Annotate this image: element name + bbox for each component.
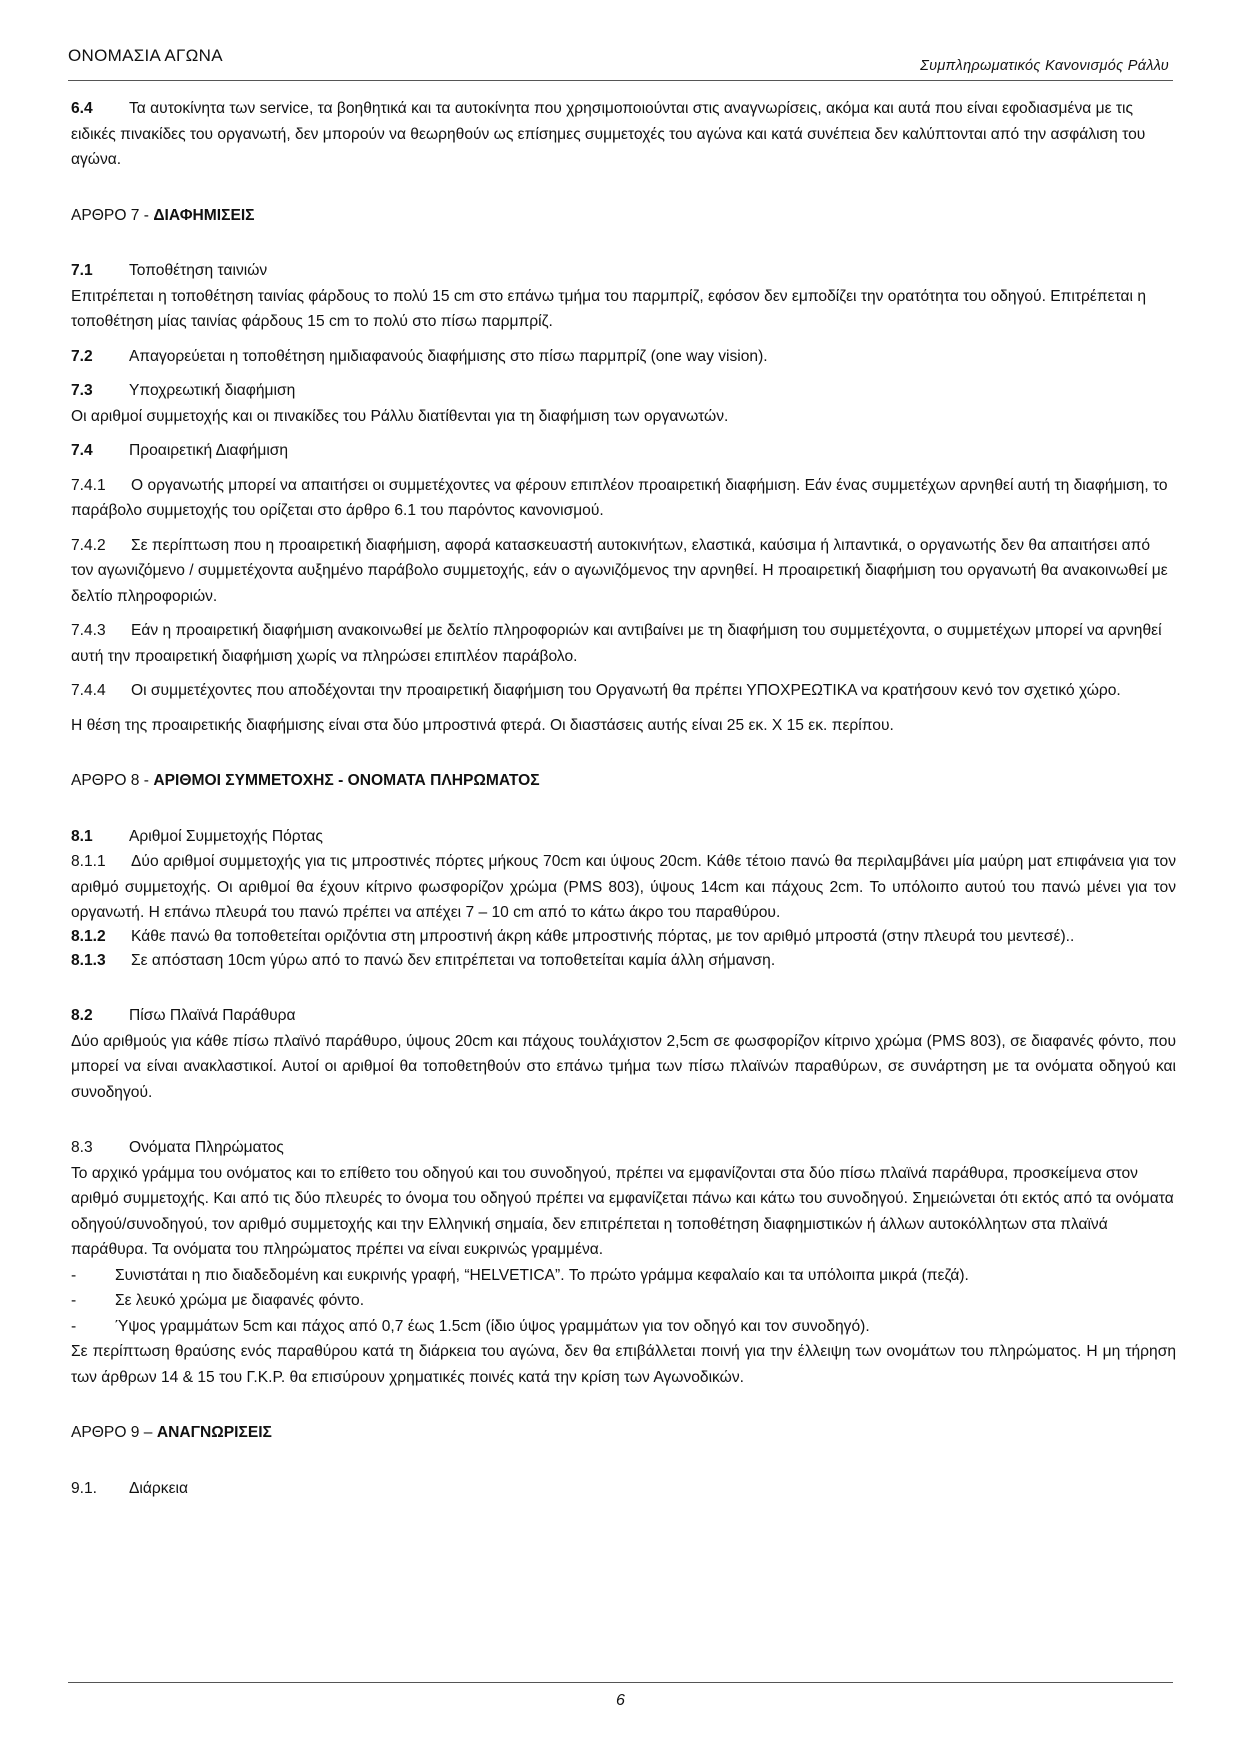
section-8-1-3 bbox=[71, 948, 1176, 974]
document-body bbox=[71, 96, 1176, 1501]
section-number: 7.4.2 bbox=[71, 536, 106, 554]
section-text: Ο οργανωτής μπορεί να απαιτήσει οι συμμετέχοντες να φέρουν επιπλέον προαιρετική διαφήμιση. Εάν ένας συμμετέχων αρνηθεί αυτή τη διαφήμιση, το παράβολο συμμετοχής του ορίζεται στο άρθρο 6.1 του παρόντος κανονισμού. bbox=[71, 476, 1168, 519]
section-7-2 bbox=[71, 344, 1176, 370]
section-8-1-1 bbox=[71, 849, 1176, 926]
section-9-1-heading bbox=[71, 1476, 1176, 1502]
document-title: Συμπληρωματικός Κανονισμός Ράλλυ bbox=[920, 58, 1169, 74]
crew-name-rules-list bbox=[71, 1263, 1176, 1340]
section-text: Τα αυτοκίνητα των service, τα βοηθητικά και τα αυτοκίνητα που χρησιμοποιούνται στις αναγνωρίσεις, ακόμα και αυτά που είναι εφοδιασμένα με τις ειδικές πινακίδες του οργανωτή, δεν μπορούν να θεωρηθούν ως επίσημες συμμετοχές του αγώνα και κατά συνέπεια δεν καλύπτονται από την ασφάλιση του αγώνα. bbox=[71, 100, 1146, 168]
section-number: 7.4.1 bbox=[71, 476, 106, 494]
list-item bbox=[71, 1263, 1176, 1289]
section-text: Απαγορεύεται η τοποθέτηση ημιδιαφανούς διαφήμισης στο πίσω παρμπρίζ (one way vision). bbox=[129, 347, 768, 365]
list-dash: - bbox=[71, 1292, 77, 1309]
section-text: Δύο αριθμοί συμμετοχής για τις μπροστινές πόρτες μήκους 70cm και ύψους 20cm. Κάθε τέτοιο πανώ θα περιλαμβάνει μία μαύρη ματ επιφάνεια για τον αριθμό συμμετοχής. Οι αριθμοί θα έχουν κίτρινο φωσφορίζον χρώμα (PMS 803), ύψους 14cm και πάχους 2cm. Το υπόλοιπο αυτού του πανώ μένει για τον οργανωτή. Η επάνω πλευρά του πανώ πρέπει να απέχει 7 – 10 cm από το κάτω άκρο του παραθύρου. bbox=[71, 853, 1176, 921]
section-7-4-1 bbox=[71, 473, 1176, 524]
section-number: 7.4.3 bbox=[71, 622, 106, 639]
article-prefix: ΑΡΘΡΟ 9 – bbox=[71, 1424, 157, 1441]
article-prefix: ΑΡΘΡΟ 8 - bbox=[71, 772, 154, 789]
list-item bbox=[71, 1288, 1176, 1314]
section-title: Τοποθέτηση ταινιών bbox=[129, 262, 268, 279]
article-title: ΑΝΑΓΝΩΡΙΣΕΙΣ bbox=[156, 1424, 272, 1441]
advertising-position: Η θέση της προαιρετικής διαφήμισης είναι στα δύο μπροστινά φτερά. Οι διαστάσεις αυτής είναι 25 εκ. Χ 15 εκ. περίπου. bbox=[71, 716, 894, 734]
section-number: 9.1. bbox=[71, 1479, 98, 1497]
section-text: Εάν η προαιρετική διαφήμιση ανακοινωθεί με δελτίο πληροφοριών και αντιβαίνει με τη διαφήμιση του συμμετέχοντα, ο συμμετέχων μπορεί να αρνηθεί αυτή την προαιρετική διαφήμιση χωρίς να πληρώσει επιπλέον παράβολο. bbox=[71, 622, 1162, 665]
section-number: 7.3 bbox=[71, 382, 93, 399]
section-title: Διάρκεια bbox=[129, 1479, 188, 1497]
section-6-4 bbox=[71, 96, 1176, 173]
event-name: ΟΝΟΜΑΣΙΑ ΑΓΩΝΑ bbox=[68, 46, 223, 65]
section-title: Ονόματα Πληρώματος bbox=[129, 1139, 284, 1156]
section-8-3-heading bbox=[71, 1135, 1176, 1161]
section-text: Κάθε πανώ θα τοποθετείται οριζόντια στη μπροστινή άκρη κάθε μπροστινής πόρτας, με τον αριθμό μπροστά (στην πλευρά του μεντεσέ).. bbox=[131, 927, 1075, 945]
section-text: Σε περίπτωση που η προαιρετική διαφήμιση, αφορά κατασκευαστή αυτοκινήτων, ελαστικά, καύσιμα ή λιπαντικά, ο οργανωτής δεν θα απαιτήσει από τον αγωνιζόμενο / συμμετέχοντα αυξημένο παράβολο συμμετοχής, εάν ο αγωνιζόμενος την αρνηθεί. Η προαιρετική διαφήμιση του οργανωτή θα ανακοινωθεί με δελτίο πληροφοριών. bbox=[71, 536, 1168, 605]
section-7-4-3 bbox=[71, 618, 1176, 669]
section-number: 8.1.2 bbox=[71, 927, 106, 945]
list-item-text: Ύψος γραμμάτων 5cm και πάχος από 0,7 έως 1.5cm (ίδιο ύψος γραμμάτων για τον οδηγό και τον συνοδηγό). bbox=[115, 1317, 870, 1335]
section-number: 8.1.3 bbox=[71, 951, 106, 969]
list-dash: - bbox=[71, 1266, 77, 1284]
section-7-4-2 bbox=[71, 533, 1176, 610]
page-header bbox=[68, 44, 1173, 81]
section-7-4-4 bbox=[71, 678, 1176, 704]
section-number: 7.4.4 bbox=[71, 682, 106, 699]
article-7-heading bbox=[71, 203, 1176, 229]
section-text: Οι συμμετέχοντες που αποδέχονται την προαιρετική διαφήμιση του Οργανωτή θα πρέπει ΥΠΟΧΡΕΩΤΙΚΑ να κρατήσουν κενό τον σχετικό χώρο. bbox=[131, 682, 1121, 699]
section-number: 8.1 bbox=[71, 827, 93, 845]
section-number: 7.1 bbox=[71, 262, 93, 279]
list-item-text: Σε λευκό χρώμα με διαφανές φόντο. bbox=[115, 1292, 365, 1309]
list-item-text: Συνιστάται η πιο διαδεδομένη και ευκρινής γραφή, “HELVETICA”. Το πρώτο γράμμα κεφαλαίο και τα υπόλοιπα μικρά (πεζά). bbox=[115, 1266, 969, 1284]
section-text: Σε απόσταση 10cm γύρω από το πανώ δεν επιτρέπεται να τοποθετείται καμία άλλη σήμανση. bbox=[131, 951, 776, 969]
section-7-1-text: Επιτρέπεται η τοποθέτηση ταινίας φάρδους το πολύ 15 cm στο επάνω τμήμα του παρμπρίζ, εφόσον δεν εμποδίζει την ορατότητα του οδηγού. Επιτρέπεται η τοποθέτηση μίας ταινίας φάρδους 15 cm το πολύ στο πίσω παρμπρίζ. bbox=[71, 287, 1146, 330]
list-item bbox=[71, 1314, 1176, 1340]
section-title: Προαιρετική Διαφήμιση bbox=[129, 442, 289, 459]
section-8-2-text: Δύο αριθμούς για κάθε πίσω πλαϊνό παράθυρο, ύψους 20cm και πάχους τουλάχιστον 2,5cm σε φωσφορίζον κίτρινο χρώμα (PMS 803), σε διαφανές φόντο, που μπορεί να είναι ανακλαστικοί. Αυτοί οι αριθμοί θα τοποθετηθούν στο επάνω τμήμα των πίσω πλαϊνών παραθύρων, σε συνάρτηση με τα ονόματα οδηγού και συνοδηγού. bbox=[71, 1032, 1176, 1101]
page-number: 6 bbox=[616, 1692, 625, 1709]
section-number: 6.4 bbox=[71, 100, 93, 117]
section-number: 7.2 bbox=[71, 347, 93, 365]
section-8-2-heading bbox=[71, 1003, 1176, 1029]
section-number: 8.3 bbox=[71, 1139, 93, 1156]
section-7-4-heading bbox=[71, 438, 1176, 464]
list-dash: - bbox=[71, 1317, 77, 1335]
section-7-3-text: Οι αριθμοί συμμετοχής και οι πινακίδες του Ράλλυ διατίθενται για τη διαφήμιση των οργανωτών. bbox=[71, 407, 729, 425]
section-7-3-heading bbox=[71, 378, 1176, 404]
section-8-3-closing: Σε περίπτωση θραύσης ενός παραθύρου κατά τη διάρκεια του αγώνα, δεν θα επιβάλλεται ποινή για την έλλειψη των ονομάτων του πληρώματος. Η μη τήρηση των άρθρων 14 & 15 του Γ.Κ.Ρ. θα επισύρουν χρηματικές ποινές κατά την κρίση των Αγωνοδικών. bbox=[71, 1343, 1176, 1386]
section-title: Αριθμοί Συμμετοχής Πόρτας bbox=[129, 827, 323, 845]
footer-rule bbox=[68, 1682, 1173, 1683]
article-8-heading bbox=[71, 768, 1176, 794]
section-number: 8.2 bbox=[71, 1007, 93, 1024]
section-number: 8.1.1 bbox=[71, 853, 106, 870]
section-8-1-2 bbox=[71, 926, 1176, 948]
section-number: 7.4 bbox=[71, 442, 93, 459]
section-title: Πίσω Πλαϊνά Παράθυρα bbox=[129, 1007, 296, 1024]
section-title: Υποχρεωτική διαφήμιση bbox=[129, 382, 296, 399]
article-prefix: ΑΡΘΡΟ 7 - bbox=[71, 206, 154, 224]
section-7-1-heading bbox=[71, 258, 1176, 284]
article-9-heading bbox=[71, 1420, 1176, 1446]
section-8-3-text: Το αρχικό γράμμα του ονόματος και το επίθετο του οδηγού και του συνοδηγού, πρέπει να εμφανίζονται στα δύο πίσω πλαϊνά παράθυρα, προσκείμενα στον αριθμό συμμετοχής. Και από τις δύο πλευρές το όνομα του οδηγού πρέπει να εμφανίζεται πάνω και κάτω του συνοδηγού. Σημειώνεται ότι εκτός από τα ονόματα οδηγού/συνοδηγού, τον αριθμό συμμετοχής και την Ελληνική σημαία, δεν επιτρέπεται η τοποθέτηση διαφημιστικών ή άλλων αυτοκόλλητων στα πλαϊνά παράθυρα. Τα ονόματα του πληρώματος πρέπει να είναι ευκρινώς γραμμένα. bbox=[71, 1164, 1174, 1258]
article-title: ΑΡΙΘΜΟΙ ΣΥΜΜΕΤΟΧΗΣ - ΟΝΟΜΑΤΑ ΠΛΗΡΩΜΑΤΟΣ bbox=[153, 772, 540, 789]
section-8-1-heading bbox=[71, 824, 1176, 850]
article-title: ΔΙΑΦΗΜΙΣΕΙΣ bbox=[153, 206, 255, 224]
